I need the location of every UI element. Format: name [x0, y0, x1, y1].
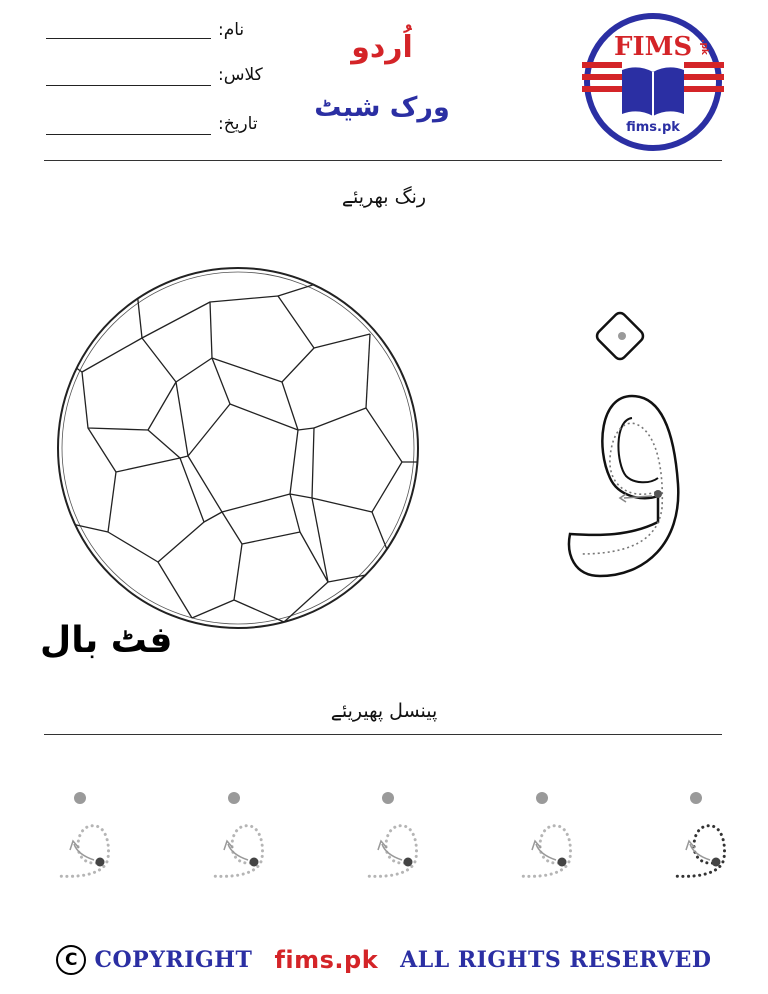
soccer-ball-picture — [52, 262, 424, 634]
logo-suffix: .pk — [698, 39, 709, 55]
footer-copyright: COPYRIGHT — [94, 947, 253, 973]
open-book-icon — [622, 67, 684, 116]
page-title: اُردو — [351, 30, 413, 65]
class-field-line[interactable] — [46, 85, 211, 86]
trace-letter-3[interactable] — [354, 780, 424, 890]
coloring-heading: رنگ بھریئے — [341, 186, 427, 208]
copyright-icon: C — [56, 945, 86, 975]
footer-site-link[interactable]: fims.pk — [274, 946, 379, 974]
soccer-ball-icon — [52, 262, 424, 634]
picture-word: فٹ بال — [40, 620, 173, 661]
trace-letter-2[interactable] — [200, 780, 270, 890]
name-field-label: نام: — [218, 20, 245, 40]
logo-brand: FIMS — [614, 32, 693, 62]
page-subtitle: ورک شیٹ — [314, 92, 450, 123]
date-field-label: تاریخ: — [218, 114, 258, 134]
trace-letter-1[interactable] — [46, 780, 116, 890]
trace-letter-5[interactable] — [662, 780, 732, 890]
header-divider — [44, 160, 722, 161]
tracing-divider — [44, 734, 722, 735]
copyright-footer — [0, 940, 768, 980]
logo-url: fims.pk — [626, 120, 680, 135]
footer-rights: ALL RIGHTS RESERVED — [400, 947, 712, 973]
tracing-heading: پینسل پھیریئے — [330, 700, 438, 722]
tracing-row — [40, 780, 730, 890]
fims-logo — [578, 12, 728, 152]
letter-fay-outline-icon — [560, 308, 690, 588]
date-field-line[interactable] — [46, 134, 211, 135]
big-letter-outline — [560, 308, 690, 588]
class-field-label: کلاس: — [218, 65, 263, 85]
trace-letter-4[interactable] — [508, 780, 578, 890]
name-field-line[interactable] — [46, 38, 211, 39]
